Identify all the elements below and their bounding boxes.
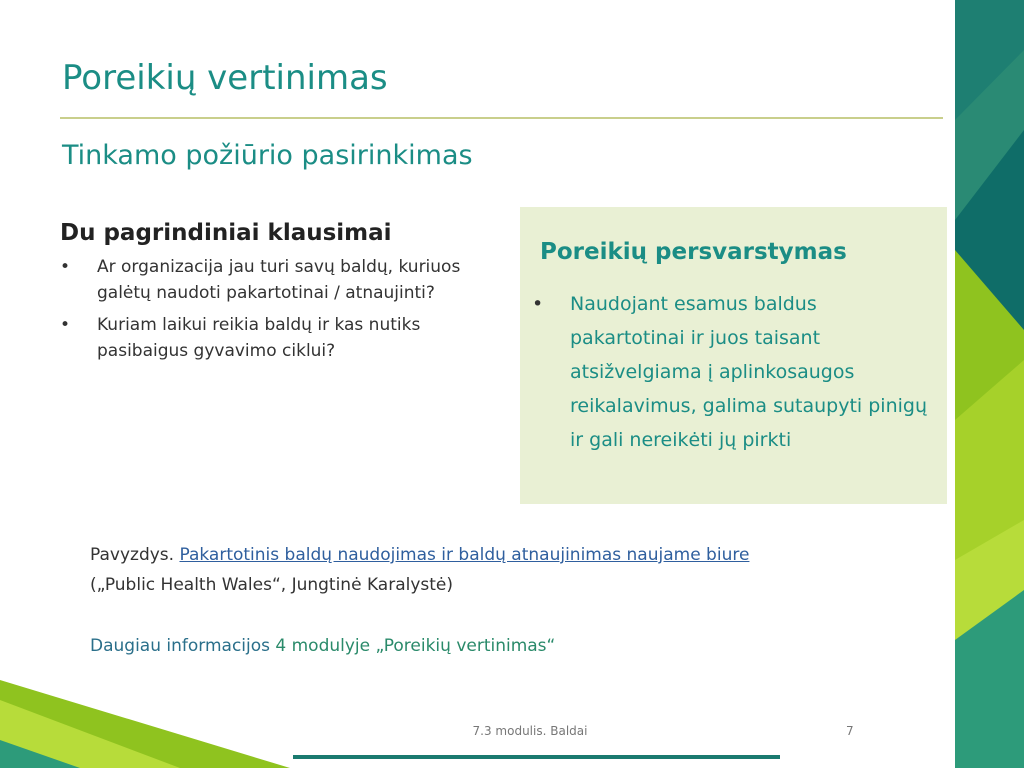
bullet-icon: •: [532, 293, 544, 315]
list-item: [532, 287, 932, 457]
deco-bl-teal: [0, 740, 80, 768]
example-prefix: Pavyzdys.: [90, 545, 175, 565]
bullet-text: Ar organizacija jau turi savų baldų, kuriuos galėtų naudoti pakartotinai / atnaujinti?: [97, 257, 461, 303]
bullet-icon: •: [60, 257, 71, 277]
page-number: 7: [846, 724, 854, 738]
deco-bl-light: [0, 700, 180, 768]
deco-lime-3: [955, 520, 1024, 768]
deco-teal-wedge: [955, 590, 1024, 768]
more-info-text: Daugiau informacijos: [90, 636, 270, 656]
title-divider: [60, 117, 943, 119]
more-info-module: 4 modulyje „Poreikių vertinimas“: [275, 636, 556, 656]
deco-lime-1: [955, 250, 1024, 768]
list-item: [60, 312, 510, 364]
left-bullet-list: [60, 254, 510, 364]
example-paragraph: [90, 540, 920, 600]
deco-lime-2: [955, 360, 1024, 768]
footer-bar: [293, 755, 780, 759]
highlight-box: [520, 207, 947, 504]
more-info: [90, 631, 555, 661]
bullet-icon: •: [60, 315, 71, 335]
left-heading: Du pagrindiniai klausimai: [60, 220, 392, 246]
deco-white-edge: [948, 0, 955, 768]
footer-label: 7.3 modulis. Baldai: [472, 724, 588, 738]
slide-title: Poreikių vertinimas: [62, 58, 388, 98]
example-suffix: („Public Health Wales“, Jungtinė Karalystė): [90, 575, 454, 595]
bullet-text: Naudojant esamus baldus pakartotinai ir juos taisant atsižvelgiama į aplinkosaugos reikalavimus, galima sutaupyti pinigų ir gali nereikėti jų pirkti: [570, 293, 928, 451]
list-item: [60, 254, 510, 306]
box-heading: Poreikių persvarstymas: [540, 239, 847, 265]
slide-subtitle: Tinkamo požiūrio pasirinkimas: [62, 140, 473, 171]
bullet-text: Kuriam laikui reikia baldų ir kas nutiks pasibaigus gyvavimo ciklui?: [97, 315, 421, 361]
deco-band-dark: [955, 0, 1024, 768]
box-bullet-list: [532, 287, 932, 463]
left-column: [60, 220, 510, 370]
deco-band-light: [955, 0, 1024, 120]
deco-bl-lime: [0, 680, 290, 768]
example-link[interactable]: Pakartotinis baldų naudojimas ir baldų atnaujinimas naujame biure: [179, 545, 750, 565]
deco-band-mid: [955, 0, 1024, 220]
